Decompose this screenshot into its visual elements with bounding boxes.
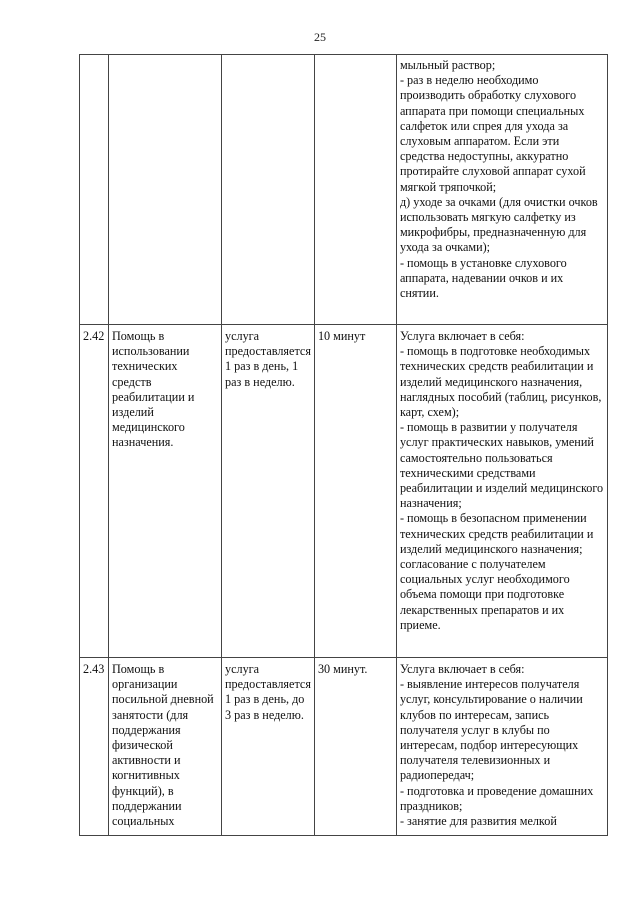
cell-description: Услуга включает в себя: - помощь в подготовке необходимых технических средств реабилитации и изделий медицинского назначения, наглядных пособий (таблиц, рисунков, карт, схем); - помощь в развитии у получателя услуг практических навыков, умений самостоятельно пользоваться техническими средствами реабилитации и изделий медицинского назначения; - помощь в безопасном применении технических средств реабилитации и изделий медицинского назначения; согласование с получателем социальных услуг необходимого объема помощи при подготовке лекарственных препаратов и их приеме. bbox=[396, 325, 607, 658]
cell-description: Услуга включает в себя: - выявление интересов получателя услуг, консультирование о наличии клубов по интересам, запись получателя услуг в клубы по интересам, подбор интересующих получателя телевизионных и радиопередач; - подготовка и проведение домашних праздников; - занятие для развития мелкой bbox=[396, 658, 607, 836]
cell-service-name bbox=[109, 55, 222, 325]
cell-number: 2.42 bbox=[80, 325, 109, 658]
cell-number bbox=[80, 55, 109, 325]
cell-duration: 30 минут. bbox=[314, 658, 396, 836]
cell-duration bbox=[314, 55, 396, 325]
cell-duration: 10 минут bbox=[314, 325, 396, 658]
table-row-continued bbox=[80, 55, 608, 325]
table-row-2-42 bbox=[80, 325, 608, 658]
page-number: 25 bbox=[314, 30, 326, 44]
cell-number: 2.43 bbox=[80, 658, 109, 836]
cell-service-name: Помощь в организации посильной дневной занятости (для поддержания физической активности и когнитивных функций), в поддержании социальных bbox=[109, 658, 222, 836]
cell-description: мыльный раствор; - раз в неделю необходимо производить обработку слухового аппарата при помощи специальных салфеток или спрея для ухода за слуховым аппаратом. Если эти средства недоступны, аккуратно протирайте слуховой аппарат сухой мягкой тряпочкой; д) уходе за очками (для очистки очков использовать мягкую салфетку из микрофибры, предназначенную для ухода за очками); - помощь в установке слухового аппарата, надевании очков и их снятии. bbox=[396, 55, 607, 325]
table-row-2-43 bbox=[80, 658, 608, 836]
cell-frequency bbox=[222, 55, 315, 325]
cell-service-name: Помощь в использовании технических средств реабилитации и изделий медицинского назначения. bbox=[109, 325, 222, 658]
services-table bbox=[79, 54, 608, 836]
cell-frequency: услуга предоставляется 1 раз в день, 1 раз в неделю. bbox=[222, 325, 315, 658]
cell-frequency: услуга предоставляется 1 раз в день, до 3 раз в неделю. bbox=[222, 658, 315, 836]
